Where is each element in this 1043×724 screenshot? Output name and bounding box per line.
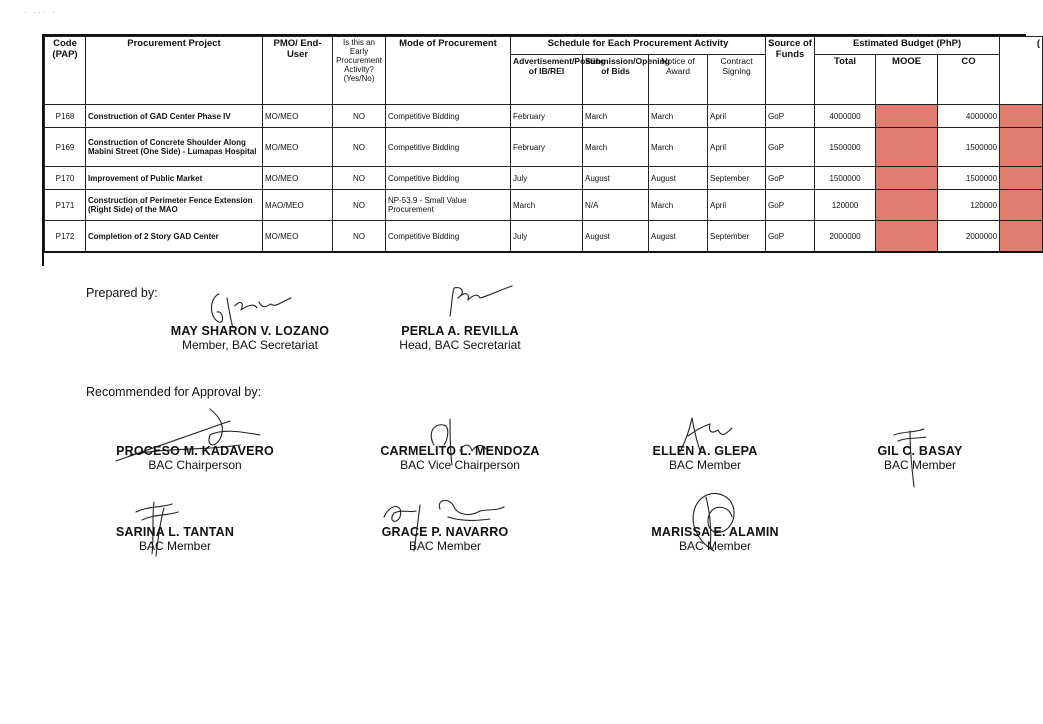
cell-submission: August <box>583 167 649 190</box>
signatory-name: MAY SHARON V. LOZANO <box>170 324 330 338</box>
cell-advertisement: July <box>511 167 583 190</box>
header-co: CO <box>938 55 1000 105</box>
cell-advertisement: March <box>511 190 583 221</box>
signatory-basay <box>860 444 980 472</box>
header-schedule: Schedule for Each Procurement Activity <box>511 37 766 55</box>
cell-submission: March <box>583 105 649 128</box>
cell-code: P168 <box>45 105 86 128</box>
header-submission: Submission/Opening of Bids <box>583 55 649 105</box>
cell-pmo: MAO/MEO <box>263 190 333 221</box>
header-code: Code (PAP) <box>45 37 86 105</box>
cell-total: 1500000 <box>815 128 876 167</box>
table-row <box>45 167 1043 190</box>
recommended-label: Recommended for Approval by: <box>86 385 262 399</box>
signature-revilla <box>440 282 520 322</box>
signatory-navarro <box>365 525 525 553</box>
header-early-procurement: Is this an Early Procurement Activity? (Yes/No) <box>333 37 386 105</box>
signatory-name: PERLA A. REVILLA <box>401 324 519 338</box>
header-contract: Contract Signing <box>708 55 766 105</box>
cell-extra <box>1000 190 1043 221</box>
cell-code: P169 <box>45 128 86 167</box>
cell-advertisement: February <box>511 105 583 128</box>
cell-contract: September <box>708 221 766 253</box>
scan-artifact: · · · · · <box>24 8 56 17</box>
signatory-mendoza <box>370 444 550 472</box>
cell-mooe <box>876 105 938 128</box>
cell-contract: April <box>708 190 766 221</box>
signatory-role: BAC Member <box>883 458 957 472</box>
table-row <box>45 221 1043 253</box>
cell-pmo: MO/MEO <box>263 128 333 167</box>
cell-advertisement: February <box>511 128 583 167</box>
cell-total: 2000000 <box>815 221 876 253</box>
cell-co: 1500000 <box>938 167 1000 190</box>
cell-contract: September <box>708 167 766 190</box>
header-project: Procurement Project <box>86 37 263 105</box>
cell-pmo: MO/MEO <box>263 105 333 128</box>
signatory-alamin <box>630 525 800 553</box>
cell-mooe <box>876 167 938 190</box>
signatory-name: ELLEN A. GLEPA <box>652 444 758 458</box>
cell-source: GoP <box>766 128 815 167</box>
signatory-role: BAC Member <box>678 539 752 553</box>
procurement-table-container <box>42 34 1041 266</box>
cell-total: 120000 <box>815 190 876 221</box>
cell-co: 120000 <box>938 190 1000 221</box>
signatory-glepa <box>630 444 780 472</box>
cell-code: P172 <box>45 221 86 253</box>
signatory-role: Member, BAC Secretariat <box>181 338 319 352</box>
cell-mode: NP-53.9 - Small Value Procurement <box>386 190 511 221</box>
cell-notice: March <box>649 105 708 128</box>
signatory-role: BAC Vice Chairperson <box>400 458 520 472</box>
cell-notice: March <box>649 128 708 167</box>
signatory-name: PROCESO M. KADAVERO <box>116 444 274 458</box>
cell-early: NO <box>333 128 386 167</box>
cell-pmo: MO/MEO <box>263 167 333 190</box>
cell-project: Completion of 2 Story GAD Center <box>86 221 263 253</box>
header-source: Source of Funds <box>766 37 815 105</box>
cell-extra <box>1000 128 1043 167</box>
header-mode: Mode of Procurement <box>386 37 511 105</box>
cell-contract: April <box>708 128 766 167</box>
cell-source: GoP <box>766 190 815 221</box>
cell-project: Improvement of Public Market <box>86 167 263 190</box>
table-row <box>45 105 1043 128</box>
cell-code: P171 <box>45 190 86 221</box>
signatory-lozano <box>160 324 340 352</box>
cell-early: NO <box>333 167 386 190</box>
cell-extra <box>1000 221 1043 253</box>
table-row <box>45 190 1043 221</box>
cell-project: Construction of Perimeter Fence Extension (Right Side) of the MAO <box>86 190 263 221</box>
cell-code: P170 <box>45 167 86 190</box>
cell-total: 1500000 <box>815 167 876 190</box>
cell-early: NO <box>333 105 386 128</box>
cell-mode: Competitive Bidding <box>386 105 511 128</box>
signatory-role: BAC Member <box>138 539 212 553</box>
cell-mode: Competitive Bidding <box>386 221 511 253</box>
header-notice: Notice of Award <box>649 55 708 105</box>
cell-mooe <box>876 190 938 221</box>
table-row <box>45 128 1043 167</box>
cell-submission: March <box>583 128 649 167</box>
signatory-name: GRACE P. NAVARRO <box>381 525 509 539</box>
cell-project: Construction of Concrete Shoulder Along Mabini Street (One Side) - Lumapas Hospital <box>86 128 263 167</box>
cell-notice: August <box>649 221 708 253</box>
signatory-kadavero <box>100 444 290 472</box>
cell-submission: August <box>583 221 649 253</box>
signatory-tantan <box>100 525 250 553</box>
cell-mooe <box>876 128 938 167</box>
header-total: Total <box>815 55 876 105</box>
cell-extra <box>1000 105 1043 128</box>
procurement-table <box>44 36 1043 253</box>
cell-mooe <box>876 221 938 253</box>
cell-source: GoP <box>766 105 815 128</box>
signatory-role: Head, BAC Secretariat <box>399 338 521 352</box>
signatory-role: BAC Chairperson <box>148 458 242 472</box>
cell-mode: Competitive Bidding <box>386 167 511 190</box>
cell-project: Construction of GAD Center Phase IV <box>86 105 263 128</box>
cell-contract: April <box>708 105 766 128</box>
header-pmo: PMO/ End-User <box>263 37 333 105</box>
header-advertisement: Advertisement/Posting of IB/REI <box>511 55 583 105</box>
cell-co: 1500000 <box>938 128 1000 167</box>
header-mooe: MOOE <box>876 55 938 105</box>
header-budget: Estimated Budget (PhP) <box>815 37 1000 55</box>
cell-pmo: MO/MEO <box>263 221 333 253</box>
cell-extra <box>1000 167 1043 190</box>
cell-total: 4000000 <box>815 105 876 128</box>
signatory-name: GIL C. BASAY <box>877 444 963 458</box>
cell-co: 2000000 <box>938 221 1000 253</box>
cell-early: NO <box>333 190 386 221</box>
signatory-revilla <box>380 324 540 352</box>
signatory-name: MARISSA E. ALAMIN <box>651 525 779 539</box>
prepared-by-label: Prepared by: <box>86 286 158 300</box>
header-extra: ( <box>1000 37 1043 105</box>
signatory-name: CARMELITO L. MENDOZA <box>380 444 540 458</box>
cell-notice: March <box>649 190 708 221</box>
cell-mode: Competitive Bidding <box>386 128 511 167</box>
cell-source: GoP <box>766 221 815 253</box>
cell-submission: N/A <box>583 190 649 221</box>
signatory-role: BAC Member <box>668 458 742 472</box>
cell-advertisement: July <box>511 221 583 253</box>
cell-notice: August <box>649 167 708 190</box>
cell-source: GoP <box>766 167 815 190</box>
cell-co: 4000000 <box>938 105 1000 128</box>
signatory-name: SARINA L. TANTAN <box>115 525 235 539</box>
signatory-role: BAC Member <box>408 539 482 553</box>
cell-early: NO <box>333 221 386 253</box>
